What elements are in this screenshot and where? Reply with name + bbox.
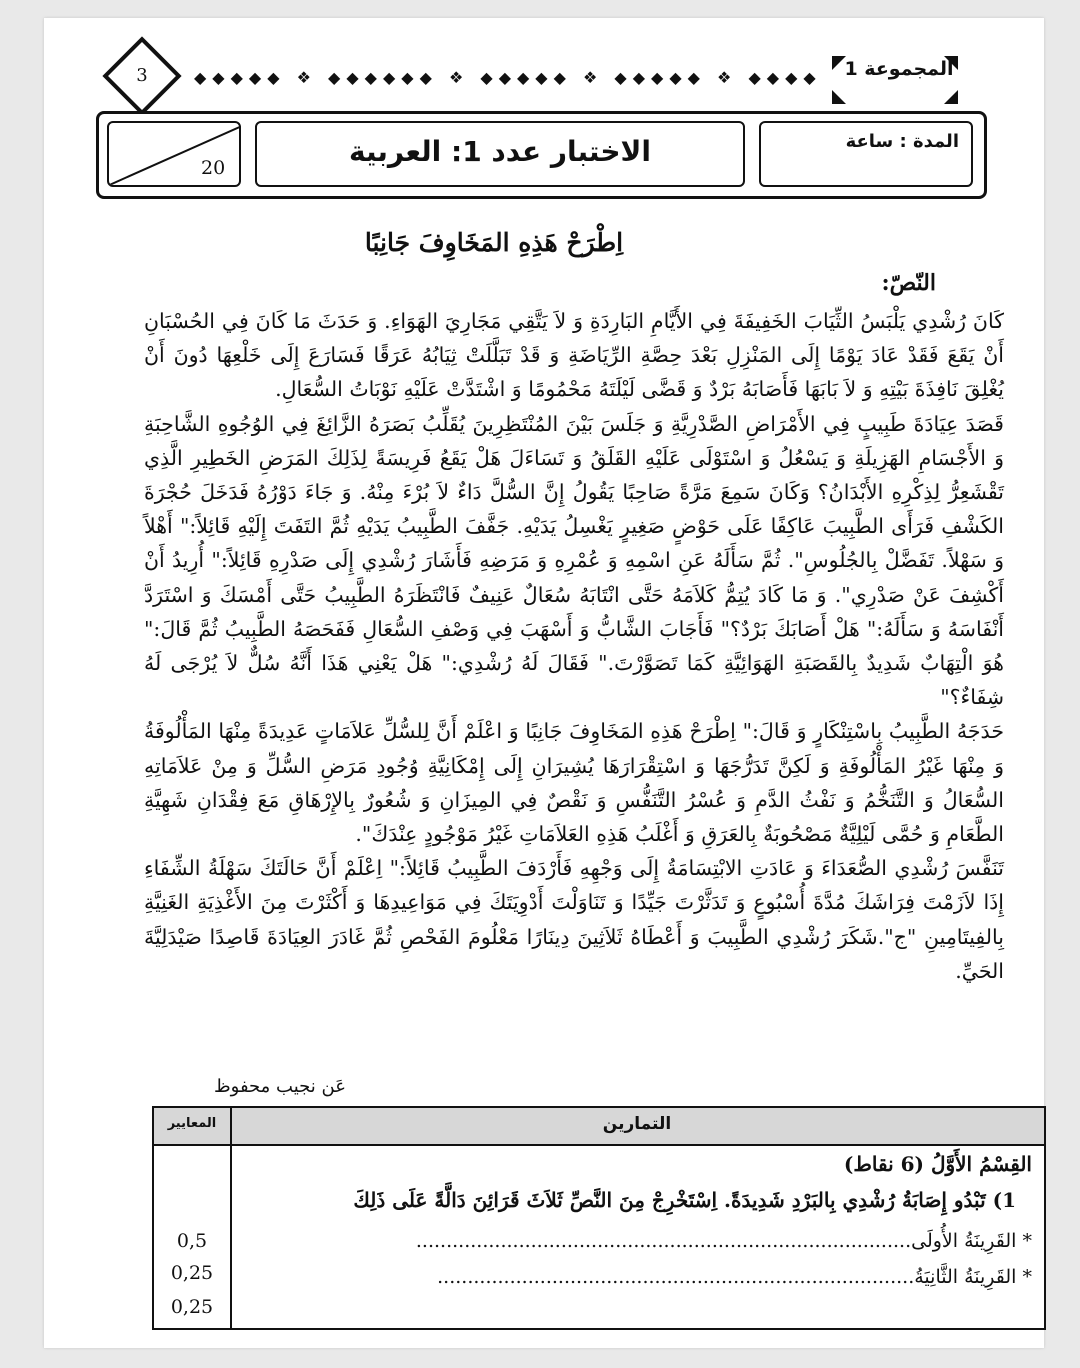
text-section-label: النّصّ:	[881, 270, 936, 296]
corner-ornament	[832, 90, 846, 104]
question-1: 1) تَبْدُو إِصَابَةُ رُشْدِي بِالبَرْدِ شَدِيدَةً. اِسْتَخْرِجْ مِنَ النَّصِّ ثَلاَثَ قَرَائِنَ دَالَّةً عَلَى ذَلِكَ	[353, 1188, 1016, 1212]
paragraph: تَنَفَّسَ رُشْدِي الصُّعَدَاءَ وَ عَادَتِ الابْتِسَامَةُ إِلَى وَجْهِهِ فَأَرْدَفَ الطَّبِيبُ قَائِلاً:" اِعْلَمْ أَنَّ حَالَتَكَ سَهْلَةُ الشِّفَاءِ إِذَا لاَزَمْتَ فِرَاشَكَ مُدَّةَ أُسْبُوعٍ وَ تَدَثَّرْتَ جَيِّدًا وَ تَنَاوَلْتَ أَدْوِيَتَكَ فِي مَوَاعِيدِهَا وَ أَكْثَرْتَ مِنَ الأَغْذِيَةِ الغَنِيَّةِ بِالفِيتَامِينِ "ج".شَكَرَ رُشْدِي الطَّبِيبَ وَ أَعْطَاهُ ثَلاَثِينَ دِينَارًا مَعْلُومَ الفَحْصِ ثُمَّ غَادَرَ العِيَادَةَ قَاصِدًا صَيْدَلِيَّةَ الحَيِّ.	[144, 856, 1004, 983]
title-box	[255, 121, 745, 187]
story-text	[144, 304, 1004, 988]
exam-duration: المدة : ساعة	[845, 131, 959, 152]
criteria-column-header: المعايير	[167, 1116, 217, 1131]
author-credit: عَن نجيب محفوظ	[214, 1076, 346, 1097]
exercises-table	[152, 1106, 1046, 1330]
part-one-title: القِسْمُ الأَوَّلُ (6 نقاط)	[843, 1152, 1032, 1176]
page-number-badge	[102, 36, 181, 115]
ornament-row: ◆◆◆◆◆ ❖ ◆◆◆◆◆◆ ❖ ◆◆◆◆◆ ❖ ◆◆◆◆◆ ❖ ◆◆◆◆	[194, 68, 822, 87]
paragraph: كَانَ رُشْدِي يَلْبَسُ الثِّيَابَ الخَفِيفَةَ فِي الأَيَّامِ البَارِدَةِ وَ لاَ يَتَّقِي مَجَارِيَ الهَوَاءِ. وَ حَدَثَ مَا كَانَ فِي الحُسْبَانِ أَنْ يَقَعَ فَقَدْ عَادَ يَوْمًا إِلَى المَنْزِلِ بَعْدَ حِصَّةِ الرِّيَاضَةِ وَ قَدْ تَبَلَّلَتْ ثِيَابُهُ عَرَقًا فَسَارَعَ إِلَى خَلْعِهَا دُونَ أَنْ يُغْلِقَ نَافِذَةَ بَيْتِهِ وَ لاَ بَابَهَا فَأَصَابَهُ بَرْدٌ وَ قَضَّى لَيْلَتَهُ مَحْمُومًا وَ اشْتَدَّتْ عَلَيْهِ نَوْبَاتُ السُّعَالِ.	[144, 309, 1004, 402]
exercises-column-header: التمارين	[602, 1114, 672, 1134]
exam-header-box	[96, 111, 987, 199]
group-label: المجموعة 1	[844, 58, 954, 80]
paragraph: قَصَدَ عِيَادَةَ طَبِيبٍ فِي الأَمْرَاضِ الصَّدْرِيَّةِ وَ جَلَسَ بَيْنَ المُنْتَظِرِينَ يُقَلِّبُ بَصَرَهُ الزَّائِغَ فِي الوُجُوهِ الشَّاحِبَةِ وَ الأَجْسَامِ الهَزِيلَةِ وَ يَسْعُلُ وَ اسْتَوْلَى عَلَيْهِ القَلَقُ وَ تَسَاءَلَ هَلْ يَقَعُ فَرِيسَةً لِذَلِكَ المَرَضِ الخَطِيرِ الَّذِي تَقْشَعِرُّ لِذِكْرِهِ الأَبْدَانُ؟ وَكَانَ سَمِعَ مَرَّةً صَاحِبًا يَقُولُ إِنَّ السُّلَّ دَاءٌ لاَ بُرْءَ مِنْهُ. وَ جَاءَ دَوْرُهُ فَدَخَلَ حُجْرَةَ الكَشْفِ فَرَأَى الطَّبِيبَ عَاكِفًا عَلَى حَوْضٍ صَغِيرٍ يَغْسِلُ يَدَيْهِ. جَفَّفَ الطَّبِيبُ يَدَيْهِ ثُمَّ التَفَتَ إِلَيْهِ قَائِلاً:" أَهْلاً وَ سَهْلاً. تَفَضَّلْ بِالجُلُوسِ". ثُمَّ سَأَلَهُ عَنِ اسْمِهِ وَ عُمْرِهِ وَ مَرَضِهِ فَأَشَارَ رُشْدِي إِلَى صَدْرِهِ قَائِلاً:" أُرِيدُ أَنْ أَكْشِفَ عَنْ صَدْرِي". وَ مَا كَادَ يُتِمُّ كَلاَمَهُ حَتَّى انْتَابَهُ سُعَالٌ عَنِيفٌ فَانْتَظَرَهُ الطَّبِيبُ حَتَّى أَمْسَكَ وَ اسْتَرَدَّ أَنْفَاسَهُ وَ سَأَلَهُ:" هَلْ أَصَابَكَ بَرْدٌ؟" فَأَجَابَ الشَّابُّ وَ أَسْهَبَ فِي وَصْفِ السُّعَالِ فَفَحَصَهُ الطَّبِيبُ ثُمَّ قَالَ:" هُوَ الْتِهَابٌ شَدِيدٌ بِالقَصَبَةِ الهَوَائِيَّةِ كَمَا تَصَوَّرْتَ." فَقَالَ لَهُ رُشْدِي:" هَلْ يَعْنِي هَذَا أَنَّهُ سُلٌّ لاَ يُرْجَى لَهُ شِفَاءٌ؟"	[144, 411, 1004, 710]
criteria-score: 0,5	[176, 1230, 208, 1252]
column-divider	[230, 1108, 232, 1328]
answer-line-2: * القَرِينَةُ الثَّانِيَةُ...............................................................................	[437, 1266, 1032, 1288]
exam-title: الاختبار عدد 1: العربية	[349, 135, 651, 168]
corner-ornament	[944, 90, 958, 104]
paragraph: حَدَجَهُ الطَّبِيبُ بِاسْتِنْكَارٍ وَ قَالَ:" اِطْرَحْ هَذِهِ المَخَاوِفَ جَانِبًا وَ اعْلَمْ أَنَّ لِلسُّلِّ عَلاَمَاتٍ عَدِيدَةً مِنْهَا المَأْلُوفَةُ وَ مِنْهَا غَيْرُ المَأْلُوفَةِ وَ لَكِنَّ تَدَرُّجَهَا وَ اسْتِقْرَارَهَا يُشِيرَانِ إِلَى إِمْكَانِيَّةِ وُجُودِ مَرَضِ السُّلِّ وَ مِنْ عَلاَمَاتِهِ السُّعَالُ وَ التَّنَخُّمُ وَ نَفْثُ الدَّمِ وَ عُسْرُ التَّنَفُّسِ وَ نَقْصٌ فِي المِيزَانِ وَ شُعُورٌ بِالإِرْهَاقِ مَعَ فِقْدَانِ شَهِيَّةِ الطَّعَامِ وَ حُمَّى لَيْلِيَّةٌ مَصْحُوبَةٌ بِالعَرَقِ وَ أَغْلَبُ هَذِهِ العَلاَمَاتِ غَيْرُ مَوْجُودٍ عِنْدَكَ".	[144, 719, 1004, 847]
answer-line-1: * القَرِينَةُ الأُولَى..................................................................................	[415, 1230, 1032, 1252]
criteria-score: 0,25	[170, 1262, 214, 1284]
duration-box	[759, 121, 973, 187]
score-box	[107, 121, 241, 187]
story-title: اِطْرَحْ هَذِهِ المَخَاوِفَ جَانِبًا	[364, 228, 624, 257]
exam-sheet	[44, 18, 1044, 1348]
score-total: 20	[201, 157, 226, 179]
criteria-score: 0,25	[170, 1296, 214, 1318]
page-number: 3	[136, 65, 148, 86]
